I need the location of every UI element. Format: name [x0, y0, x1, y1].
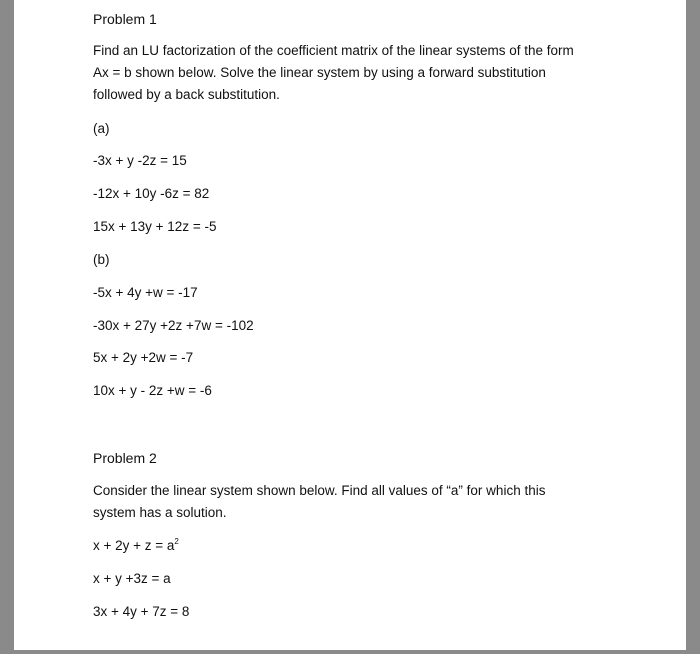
problem-2-title: Problem 2 — [93, 450, 157, 466]
part-b-label: (b) — [93, 252, 110, 267]
problem-1-instruction-line: Find an LU factorization of the coefficient matrix of the linear systems of the form — [93, 43, 574, 58]
equation-a-3: 15x + 13y + 12z = -5 — [93, 219, 217, 234]
problem-2-instruction-line: Consider the linear system shown below. Find all values of “a” for which this — [93, 483, 546, 498]
equation-a-1: -3x + y -2z = 15 — [93, 153, 187, 168]
equation-a-2: -12x + 10y -6z = 82 — [93, 186, 210, 201]
problem-1-instruction-line: followed by a back substitution. — [93, 87, 280, 102]
problem-1-title: Problem 1 — [93, 11, 157, 27]
equation-b-3: 5x + 2y +2w = -7 — [93, 350, 194, 365]
equation-p2-3: 3x + 4y + 7z = 8 — [93, 604, 190, 619]
problem-2-instruction-line: system has a solution. — [93, 505, 227, 520]
equation-p2-2: x + y +3z = a — [93, 571, 171, 586]
equation-p2-1 — [93, 538, 179, 554]
part-a-label: (a) — [93, 121, 110, 136]
exponent: 2 — [174, 537, 179, 546]
problem-1-instruction-line: Ax = b shown below. Solve the linear system by using a forward substitution — [93, 65, 546, 80]
equation-b-1: -5x + 4y +w = -17 — [93, 285, 198, 300]
document-page — [14, 0, 686, 650]
equation-b-4: 10x + y - 2z +w = -6 — [93, 383, 212, 398]
equation-p2-1-text: x + 2y + z = a — [93, 538, 175, 553]
equation-b-2: -30x + 27y +2z +7w = -102 — [93, 318, 254, 333]
